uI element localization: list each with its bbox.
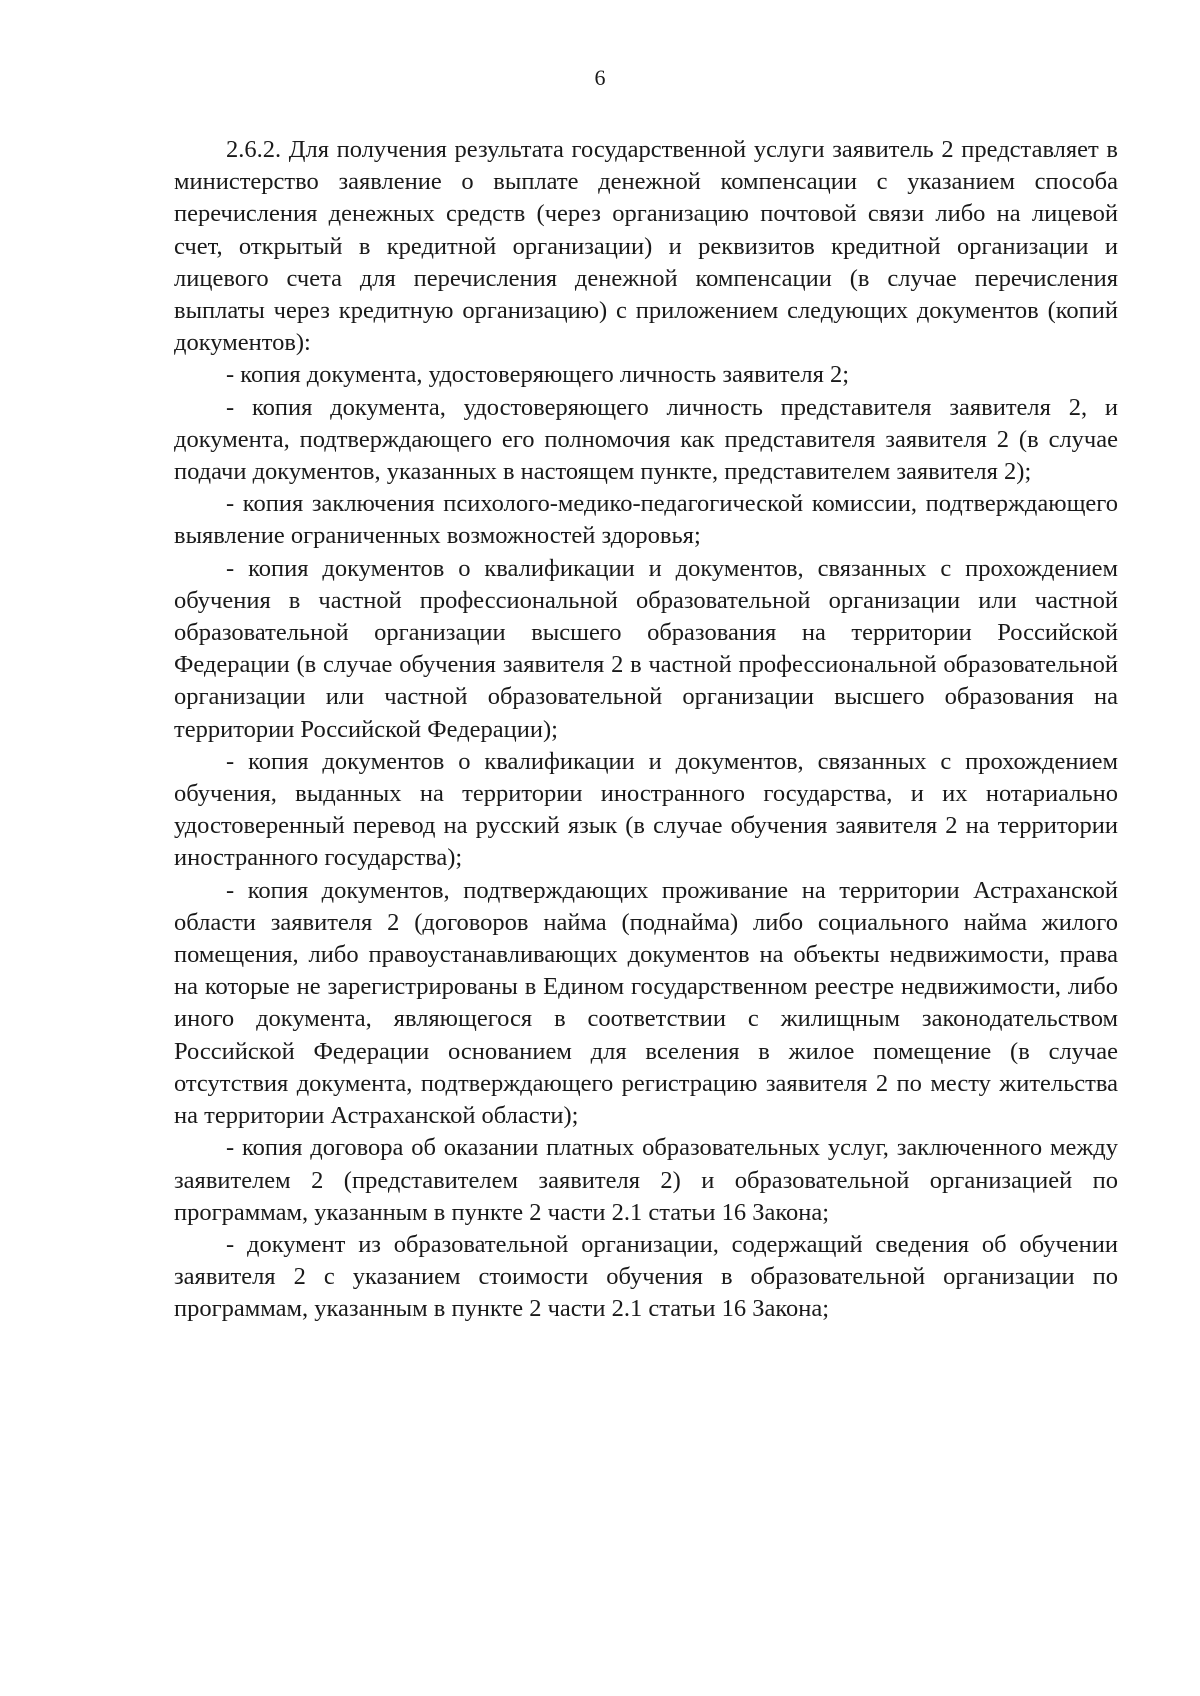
document-body <box>174 134 1118 1326</box>
paragraph-2-6-2: 2.6.2. Для получения результата государственной услуги заявитель 2 представляет в министерство заявление о выплате денежной компенсации с указанием способа перечисления денежных средств (через организацию почтовой связи либо на лицевой счет, открытый в кредитной организации) и реквизитов кредитной организации и лицевого счета для перечисления денежной компенсации (в случае перечисления выплаты через кредитную организацию) с приложением следующих документов (копий документов): <box>174 136 1118 357</box>
page-number: 6 <box>594 65 606 90</box>
list-item-qualification-docs-russia: - копия документов о квалификации и документов, связанных с прохождением обучения в частной профессиональной образовательной организации или частной образовательной организации высшего образования на территории Российской Федерации (в случае обучения заявителя 2 в частной профессиональной образовательной организации или частной образовательной организации высшего образования на территории Российской Федерации); <box>174 554 1118 743</box>
list-item-representative-id-copy: - копия документа, удостоверяющего личность представителя заявителя 2, и документа, подтверждающего его полномочия как представителя заявителя 2 (в случае подачи документов, указанных в настоящем пункте, представителем заявителя 2); <box>174 393 1118 486</box>
list-item-paid-services-contract: - копия договора об оказании платных образовательных услуг, заключенного между заявителем 2 (представителем заявителя 2) и образовательной организацией по программам, указанным в пункте 2 части 2.1 статьи 16 Закона; <box>174 1134 1118 1226</box>
list-item-applicant-id-copy: - копия документа, удостоверяющего личность заявителя 2; <box>226 361 850 389</box>
list-item-education-cost-document: - документ из образовательной организации, содержащий сведения об обучении заявителя 2 с указанием стоимости обучения в образовательной организации по программам, указанным в пункте 2 части 2.1 статьи 16 Закона; <box>174 1230 1118 1323</box>
list-item-qualification-docs-foreign: - копия документов о квалификации и документов, связанных с прохождением обучения, выданных на территории иностранного государства, и их нотариально удостоверенный перевод на русский язык (в случае обучения заявителя 2 на территории иностранного государства); <box>174 747 1118 872</box>
list-item-pmpk-conclusion-copy: - копия заключения психолого-медико-педагогической комиссии, подтверждающего выявление ограниченных возможностей здоровья; <box>174 490 1118 550</box>
list-item-residence-docs: - копия документов, подтверждающих проживание на территории Астраханской области заявителя 2 (договоров найма (поднайма) либо социального найма жилого помещения, либо правоустанавливающих документов на объекты недвижимости, права на которые не зарегистрированы в Едином государственном реестре недвижимости, либо иного документа, являющегося в соответствии с жилищным законодательством Российской Федерации основанием для вселения в жилое помещение (в случае отсутствия документа, подтверждающего регистрацию заявителя 2 по месту жительства на территории Астраханской области); <box>174 876 1118 1130</box>
